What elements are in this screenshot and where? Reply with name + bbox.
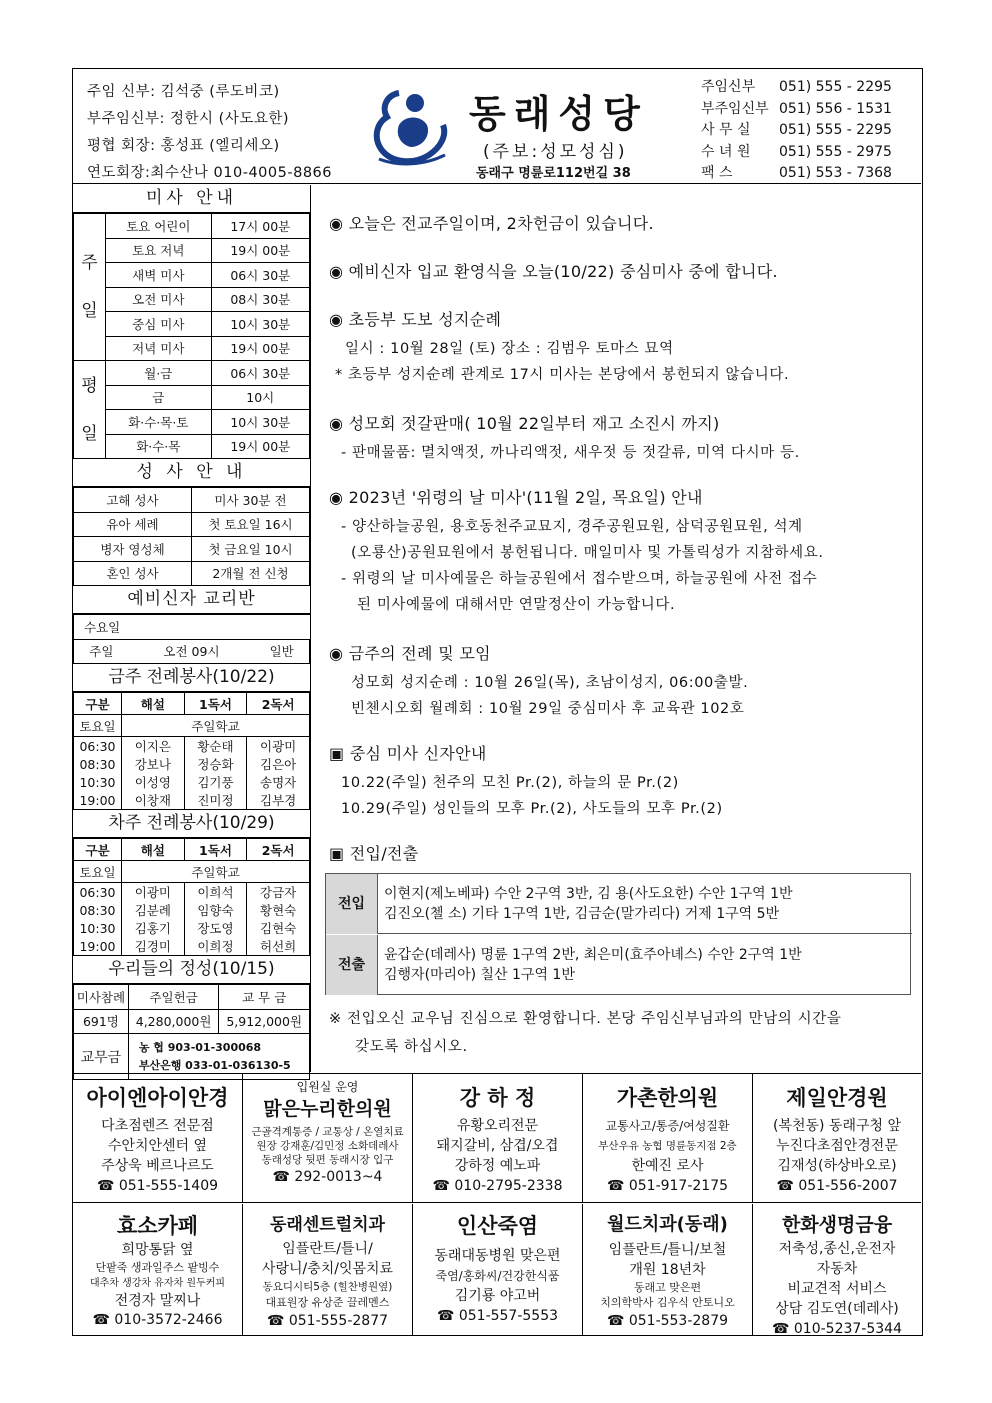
ad-phone: ☎ 051-555-2877 [266, 1313, 389, 1329]
commentator: 이성영 [122, 773, 185, 791]
attendance-count: 691명 [74, 1009, 129, 1034]
row-label: 토요일 [74, 861, 122, 883]
transfer-in-row [326, 874, 912, 934]
contact-label: 수 녀 원 [701, 143, 751, 160]
service-time: 19:00 [74, 791, 122, 810]
ad-line: 원장 강재훈/김민정 소화데레사 [256, 1140, 399, 1152]
notice-transfers: ▣ 전입/전출 [329, 844, 419, 863]
notice-weekly-meetings: ◉ 금주의 전례 및 모임 [329, 644, 491, 663]
mass-name: 토요 저녁 [106, 238, 212, 263]
commentator: 이광미 [122, 883, 185, 902]
parish-patron: (주보:성모성심) [483, 142, 628, 162]
class-day: 수요일 [74, 615, 310, 640]
meeting-detail: 빈첸시오회 월례회 : 10월 29일 중심미사 후 교육관 102호 [351, 701, 745, 717]
contact-number: 051) 555 - 2295 [779, 122, 892, 138]
ad-malgeun-nuri [243, 1074, 413, 1202]
ad-line: 돼지갈비, 삼겹/오겹 [436, 1138, 559, 1154]
ad-title: 동래센트럴치과 [270, 1215, 385, 1235]
mass-time: 10시 [211, 385, 309, 410]
main-mass-guide-detail: 10.29(주일) 성인들의 모후 Pr.(2), 사도들의 모후 Pr.(2) [341, 801, 723, 817]
ad-line: 김기룡 야고버 [454, 1288, 541, 1304]
ad-line: 근골격계통증 / 교통상 / 온열치료 [251, 1126, 404, 1138]
offering-table [73, 984, 310, 1080]
col-header: 2독서 [247, 839, 310, 861]
ad-phone: ☎ 292-0013~4 [272, 1169, 383, 1185]
reader-2: 허선희 [247, 937, 310, 956]
commentator: 김분례 [122, 901, 185, 919]
col-header: 주일헌금 [128, 985, 219, 1010]
reader-2: 김부경 [247, 791, 310, 810]
mass-name: 오전 미사 [106, 287, 212, 312]
account-nh: 농 협 903-01-300068 [138, 1040, 262, 1054]
parish-name: 동래성당 [469, 91, 648, 136]
mass-time: 19시 00분 [211, 238, 309, 263]
next-week-service-table [73, 838, 310, 956]
contact-row [701, 163, 892, 185]
contact-number: 051) 556 - 1531 [779, 100, 892, 117]
ad-line: 수안치안센터 옆 [107, 1138, 208, 1154]
sacrament-time: 첫 금요일 10시 [192, 537, 310, 562]
service-time: 06:30 [74, 883, 122, 902]
reader-2: 강금자 [247, 883, 310, 902]
ad-phone: ☎ 010-2795-2338 [432, 1178, 563, 1194]
advertisement-grid [73, 1073, 921, 1335]
class-type: 일반 [254, 639, 309, 664]
ad-hanwha-life [753, 1204, 921, 1336]
ad-title: 맑은누리한의원 [263, 1098, 392, 1120]
sacrament-table [73, 487, 310, 586]
sacrament-name: 병자 영성체 [74, 537, 192, 562]
mass-time: 17시 00분 [211, 214, 309, 239]
transfer-in-line: 김진오(첼 소) 기타 1구역 1반, 김금순(말가리다) 거제 1구역 5반 [384, 906, 780, 922]
sacrament-time: 2개월 전 신청 [192, 561, 310, 586]
service-time: 19:00 [74, 937, 122, 956]
catechumen-table [73, 614, 310, 664]
ad-line: 누진다초점안경전문 [776, 1138, 898, 1154]
church-logo-icon [369, 85, 451, 167]
prayer-leader-line: 연도회장:최수산나 010-4005-8866 [87, 165, 332, 181]
sunday-offering: 4,280,000원 [128, 1009, 219, 1034]
ad-line: 입원실 운영 [296, 1080, 359, 1094]
notice-pilgrimage: ◉ 초등부 도보 성지순례 [329, 310, 502, 329]
mass-time: 10시 30분 [211, 410, 309, 435]
ad-line: 죽염/홍화씨/건강한식품 [435, 1269, 560, 1283]
ad-title: 한화생명금융 [781, 1214, 893, 1236]
mass-name: 화·수·목·토 [106, 410, 212, 435]
contact-label: 부주임신부 [701, 100, 769, 117]
ad-phone: ☎ 051-557-5553 [436, 1308, 559, 1324]
reader-1: 진미정 [184, 791, 247, 810]
sacrament-name: 고해 성사 [74, 488, 192, 513]
row-label: 토요일 [74, 715, 122, 737]
ad-line: 동래대동병원 맞은편 [434, 1248, 561, 1264]
this-week-service-table [73, 692, 310, 810]
mass-name: 금 [106, 385, 212, 410]
ad-title: 효소카페 [116, 1214, 199, 1238]
sale-items: - 판매물품: 멸치액젓, 까나리액젓, 새우젓 등 젓갈류, 미역 다시마 등. [341, 445, 800, 461]
notice-all-souls-mass: ◉ 2023년 '위령의 날 미사'(11월 2일, 목요일) 안내 [329, 488, 703, 507]
contact-label: 팩 스 [701, 165, 733, 181]
contact-row [701, 142, 892, 164]
ad-ini-optical [73, 1074, 243, 1202]
reader-1: 이희정 [184, 937, 247, 956]
contact-label: 사 무 실 [701, 122, 751, 138]
ad-line: 자동차 [816, 1261, 858, 1277]
ad-line: 동요디시티5층 (힐찬병원옆) [262, 1281, 393, 1293]
reader-1: 김기풍 [184, 773, 247, 791]
ad-phone: ☎ 010-5237-5344 [772, 1321, 902, 1336]
mass-schedule-table [73, 213, 310, 459]
reader-1: 임향숙 [184, 901, 247, 919]
col-header: 미사참례 [74, 985, 129, 1010]
ad-line: 유황오리전문 [456, 1118, 539, 1134]
col-header: 1독서 [184, 693, 247, 715]
welcome-note: 갖도록 하십시오. [355, 1039, 468, 1055]
ad-line: 치의학박사 김우식 안토니오 [600, 1296, 735, 1309]
ad-line: 사랑니/충치/잇몸치료 [261, 1261, 394, 1277]
sacrament-name: 유아 세례 [74, 512, 192, 537]
transfer-out-line: 윤갑순(데레사) 명륜 1구역 2반, 최은미(효주아녜스) 수안 2구역 1반 [384, 947, 802, 963]
ad-line: 임플란트/틀니/ [282, 1241, 373, 1257]
mass-name: 화·수·목 [106, 434, 212, 459]
sacrament-time: 미사 30분 전 [192, 488, 310, 513]
reader-2: 김현숙 [247, 919, 310, 937]
service-time: 10:30 [74, 919, 122, 937]
mass-time: 10시 30분 [211, 312, 309, 337]
ad-line: 주상욱 베르나르도 [101, 1158, 214, 1174]
transfer-in-label: 전입 [326, 874, 378, 934]
transfer-table [325, 873, 911, 995]
ad-line: 저축성,종신,운전자 [778, 1241, 896, 1257]
council-president-line: 평협 회장: 홍성표 (엘리세오) [87, 138, 280, 154]
ad-line: 비교견적 서비스 [787, 1281, 887, 1297]
ad-world-dental [583, 1204, 753, 1336]
ad-title: 제일안경원 [786, 1086, 888, 1110]
ad-line: 개원 18년차 [629, 1262, 706, 1278]
transfer-in-list [384, 884, 793, 924]
mass-name: 중심 미사 [106, 312, 212, 337]
transfer-out-label: 전출 [326, 935, 378, 995]
notice-catechumen-welcome: ◉ 예비신자 입교 환영식을 오늘(10/22) 중심미사 중에 합니다. [329, 262, 778, 281]
dues-account-label: 교무금 [74, 1034, 129, 1080]
offering-title: 우리들의 정성(10/15) [73, 956, 310, 984]
mass-name: 저녁 미사 [106, 336, 212, 361]
notice-jeotgal-sale: ◉ 성모회 젓갈판매( 10월 22일부터 재고 소진시 까지) [329, 414, 720, 433]
transfer-in-line: 이현지(제노베파) 수안 2구역 3반, 김 용(사도요한) 수안 1구역 1반 [384, 886, 793, 902]
mass-name: 월·금 [106, 361, 212, 386]
mass-name: 새벽 미사 [106, 263, 212, 288]
ad-phone: ☎ 051-556-2007 [776, 1178, 898, 1194]
ad-phone: ☎ 010-3572-2466 [92, 1312, 223, 1328]
ad-line: 대추차 생강차 유자차 원두커피 [89, 1278, 226, 1289]
service-time: 10:30 [74, 773, 122, 791]
ad-title: 월드치과(동래) [607, 1214, 728, 1235]
ad-title: 강 하 정 [459, 1086, 536, 1110]
pastor-line: 주임 신부: 김석중 (루도비코) [87, 84, 280, 100]
contact-number: 051) 555 - 2295 [779, 79, 892, 95]
all-souls-detail: - 양산하늘공원, 용호동천주교묘지, 경주공원묘원, 삼덕공원묘원, 석계 [341, 519, 803, 535]
contact-number: 051) 553 - 7368 [779, 165, 892, 181]
ad-line: 단팥죽 생과일주스 팥빙수 [95, 1261, 220, 1274]
service-time: 08:30 [74, 901, 122, 919]
ad-line: 대표원장 유상준 끌레멘스 [265, 1296, 390, 1309]
next-week-service-title: 차주 전례봉사(10/29) [73, 810, 310, 838]
sunday-label: 주 일 [74, 214, 106, 361]
contact-row [701, 99, 892, 121]
contact-label: 주임신부 [701, 79, 756, 95]
contact-row [701, 77, 892, 99]
ad-kanghajeong [413, 1074, 583, 1202]
reader-2: 송명자 [247, 773, 310, 791]
ad-title: 인산죽염 [456, 1214, 539, 1238]
ads-divider [73, 1202, 921, 1203]
ad-line: 희망통닭 옆 [121, 1242, 194, 1258]
ad-line: 동래고 맞은편 [633, 1281, 702, 1294]
col-header: 2독서 [247, 693, 310, 715]
clergy-list [87, 79, 332, 187]
ad-line: 교통사고/통증/여성질환 [605, 1119, 730, 1133]
ad-insan-bamboo-salt [413, 1204, 583, 1336]
ad-line: 동래성당 뒷편 동래시장 입구 [261, 1154, 394, 1166]
notice-mission-sunday: ◉ 오늘은 전교주일이며, 2차헌금이 있습니다. [329, 214, 654, 233]
transfer-out-line: 김행자(마리아) 칠산 1구역 1반 [384, 967, 575, 983]
reader-1: 황순태 [184, 737, 247, 756]
service-time: 08:30 [74, 755, 122, 773]
all-souls-detail: (오룡산)공원묘원에서 봉헌됩니다. 매일미사 및 가톨릭성가 지참하세요. [351, 545, 824, 561]
transfer-out-list [384, 945, 802, 985]
commentator: 강보나 [122, 755, 185, 773]
main-mass-guide-detail: 10.22(주일) 천주의 모친 Pr.(2), 하늘의 문 Pr.(2) [341, 775, 679, 791]
ad-dongrae-central-dental [243, 1204, 413, 1336]
weekday-label: 평 일 [74, 361, 106, 459]
ad-line: 임플란트/틀니/보철 [608, 1242, 727, 1258]
notices-panel [321, 185, 921, 1072]
account-busan: 부산은행 033-01-036130-5 [138, 1058, 291, 1072]
col-header: 교 무 금 [219, 985, 310, 1010]
reader-2: 이광미 [247, 737, 310, 756]
contact-number: 051) 555 - 2975 [779, 143, 892, 160]
mass-name: 토요 어린이 [106, 214, 212, 239]
mass-time: 19시 00분 [211, 434, 309, 459]
ad-line: 김재성(하상바오로) [777, 1158, 897, 1174]
col-header: 해설 [122, 693, 185, 715]
col-header: 1독서 [184, 839, 247, 861]
parish-dues: 5,912,000원 [219, 1009, 310, 1034]
welcome-note: ※ 전입오신 교우님 진심으로 환영합니다. 본당 주임신부님과의 만남의 시간을 [329, 1011, 842, 1027]
all-souls-detail: 된 미사예물에 대해서만 연말정산이 가능합니다. [357, 597, 676, 613]
meeting-detail: 성모회 성지순례 : 10월 26일(목), 초남이성지, 06:00출발. [351, 675, 749, 691]
reader-1: 장도영 [184, 919, 247, 937]
commentator: 김홍기 [122, 919, 185, 937]
this-week-service-title: 금주 전례봉사(10/22) [73, 664, 310, 692]
sacrament-time: 첫 토요일 16시 [192, 512, 310, 537]
ad-jeil-optical [753, 1074, 921, 1202]
assistant-pastor-line: 부주임신부: 정한시 (사도요한) [87, 111, 290, 127]
ad-phone: ☎ 051-553-2879 [606, 1313, 729, 1329]
class-day: 주일 [74, 639, 129, 664]
ad-line: (복천동) 동래구청 앞 [772, 1118, 902, 1134]
commentator: 이창재 [122, 791, 185, 810]
transfer-out-row [326, 935, 912, 995]
mass-time: 19시 00분 [211, 336, 309, 361]
mass-time: 06시 30분 [211, 361, 309, 386]
commentator: 김경미 [122, 937, 185, 956]
reader-2: 김은아 [247, 755, 310, 773]
parish-address: 동래구 명륜로112번길 38 [476, 166, 631, 181]
commentator: 이지은 [122, 737, 185, 756]
reader-1: 정승화 [184, 755, 247, 773]
ad-line: 부산우유 농협 명륜동지점 2층 [598, 1140, 737, 1152]
class-time: 오전 09시 [129, 639, 255, 664]
catechumen-title: 예비신자 교리반 [73, 586, 310, 614]
pilgrimage-note: * 초등부 성지순례 관계로 17시 미사는 본당에서 봉헌되지 않습니다. [335, 367, 790, 383]
col-header: 구분 [74, 839, 122, 861]
ad-phone: ☎ 051-917-2175 [606, 1178, 729, 1194]
all-souls-detail: - 위령의 날 미사예물은 하늘공원에서 접수받으며, 하늘공원에 사전 접수 [341, 571, 818, 587]
header [73, 69, 921, 184]
bulletin-page [72, 68, 923, 1336]
ad-line: 전경자 말찌나 [114, 1293, 201, 1309]
ad-line: 상담 김도연(데레사) [775, 1301, 899, 1317]
reader-1: 이희석 [184, 883, 247, 902]
ad-title: 가촌한의원 [616, 1086, 719, 1110]
saturday-service: 주일학교 [122, 715, 310, 737]
ad-gachon-clinic [583, 1074, 753, 1202]
left-sidebar [73, 185, 311, 1072]
ad-line: 한예진 로사 [631, 1158, 704, 1174]
sacrament-title: 성 사 안 내 [73, 459, 310, 487]
pilgrimage-detail: 일시 : 10월 28일 (토) 장소 : 김범우 토마스 묘역 [345, 341, 674, 357]
sacrament-name: 혼인 성사 [74, 561, 192, 586]
ad-hyoso-cafe [73, 1204, 243, 1336]
mass-schedule-title: 미사 안내 [73, 185, 310, 213]
service-time: 06:30 [74, 737, 122, 756]
notice-main-mass-guide: ▣ 중심 미사 신자안내 [329, 744, 487, 763]
contact-list [701, 77, 892, 185]
col-header: 해설 [122, 839, 185, 861]
mass-time: 08시 30분 [211, 287, 309, 312]
ad-line: 강하정 예노파 [454, 1158, 541, 1174]
reader-2: 황현숙 [247, 901, 310, 919]
ad-line: 다초점렌즈 전문점 [101, 1118, 214, 1134]
ad-phone: ☎ 051-555-1409 [96, 1178, 219, 1194]
mass-time: 06시 30분 [211, 263, 309, 288]
saturday-service: 주일학교 [122, 861, 310, 883]
col-header: 구분 [74, 693, 122, 715]
ad-title: 아이엔아이안경 [86, 1086, 229, 1110]
contact-row [701, 120, 892, 142]
